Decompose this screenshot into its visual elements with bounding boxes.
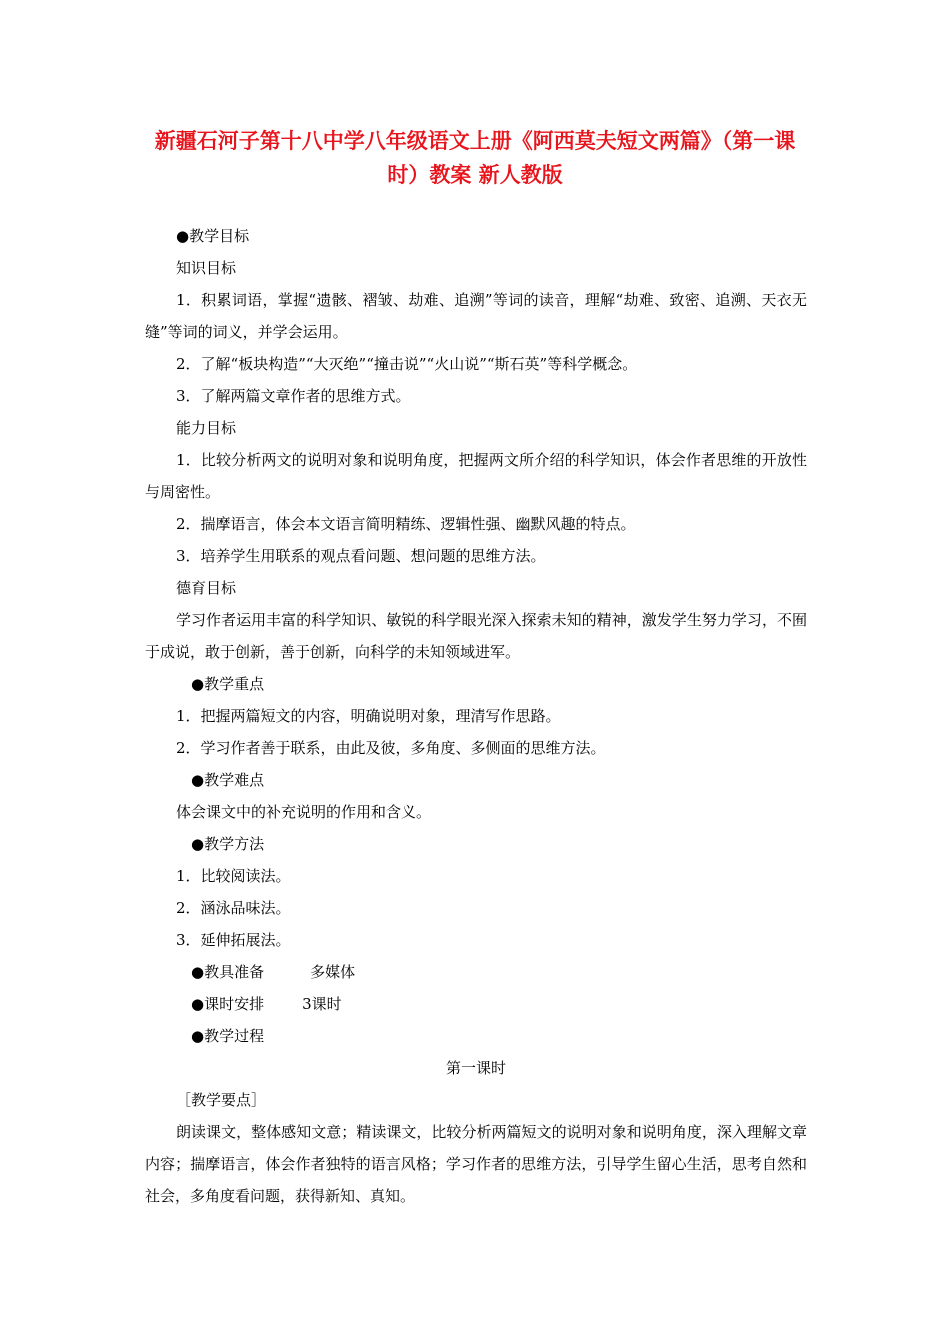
- teaching-goals-heading: ●教学目标: [176, 227, 250, 245]
- document-body: [145, 220, 807, 1212]
- moral-goals-heading: 德育目标: [176, 579, 237, 597]
- method-item: 3．延伸拓展法。: [176, 931, 291, 949]
- tools-label: ●教具准备: [191, 963, 265, 981]
- schedule-value: 3课时: [302, 995, 342, 1013]
- lesson-title: 第一课时: [445, 1059, 506, 1077]
- ability-goal-item: 3．培养学生用联系的观点看问题、想问题的思维方法。: [176, 547, 546, 565]
- schedule-row: [145, 988, 807, 1020]
- method-item: 2．涵泳品味法。: [176, 899, 291, 917]
- schedule-label: ●课时安排: [191, 995, 265, 1013]
- tools-value: 多媒体: [310, 963, 356, 981]
- ability-goals-heading: 能力目标: [176, 419, 237, 437]
- teaching-points-heading: ［教学要点］: [176, 1091, 267, 1109]
- method-item: 1．比较阅读法。: [176, 867, 291, 885]
- moral-goals-text: 学习作者运用丰富的科学知识、敏锐的科学眼光深入探索未知的精神，激发学生努力学习，不囿于成说，敢于创新，善于创新，向科学的未知领域进军。: [145, 611, 807, 661]
- difficulty-text: 体会课文中的补充说明的作用和含义。: [176, 803, 432, 821]
- process-heading: ●教学过程: [191, 1027, 265, 1045]
- knowledge-goal-item: 1．积累词语，掌握“遗骸、褶皱、劫难、追溯”等词的读音，理解“劫难、致密、追溯、天衣无缝”等词的词义，并学会运用。: [145, 291, 807, 341]
- knowledge-goal-item: 3．了解两篇文章作者的思维方式。: [176, 387, 411, 405]
- ability-goal-item: 1．比较分析两文的说明对象和说明角度，把握两文所介绍的科学知识，体会作者思维的开放性与周密性。: [145, 451, 807, 501]
- knowledge-goals-heading: 知识目标: [176, 259, 237, 277]
- difficulty-heading: ●教学难点: [191, 771, 265, 789]
- key-point-item: 1．把握两篇短文的内容，明确说明对象，理清写作思路。: [176, 707, 561, 725]
- key-point-item: 2．学习作者善于联系，由此及彼，多角度、多侧面的思维方法。: [176, 739, 606, 757]
- teaching-points-text: 朗读课文，整体感知文意；精读课文，比较分析两篇短文的说明对象和说明角度，深入理解文章内容；揣摩语言，体会作者独特的语言风格；学习作者的思维方法，引导学生留心生活，思考自然和社会，多角度看问题，获得新知、真知。: [145, 1123, 807, 1205]
- method-heading: ●教学方法: [191, 835, 265, 853]
- ability-goal-item: 2．揣摩语言，体会本文语言简明精练、逻辑性强、幽默风趣的特点。: [176, 515, 636, 533]
- document-title: 新疆石河子第十八中学八年级语文上册《阿西莫夫短文两篇》（第一课时）教案 新人教版: [154, 129, 796, 187]
- key-points-heading: ●教学重点: [191, 675, 265, 693]
- tools-row: [145, 956, 807, 988]
- knowledge-goal-item: 2．了解“板块构造”“大灭绝”“撞击说”“火山说”“斯石英”等科学概念。: [176, 355, 638, 373]
